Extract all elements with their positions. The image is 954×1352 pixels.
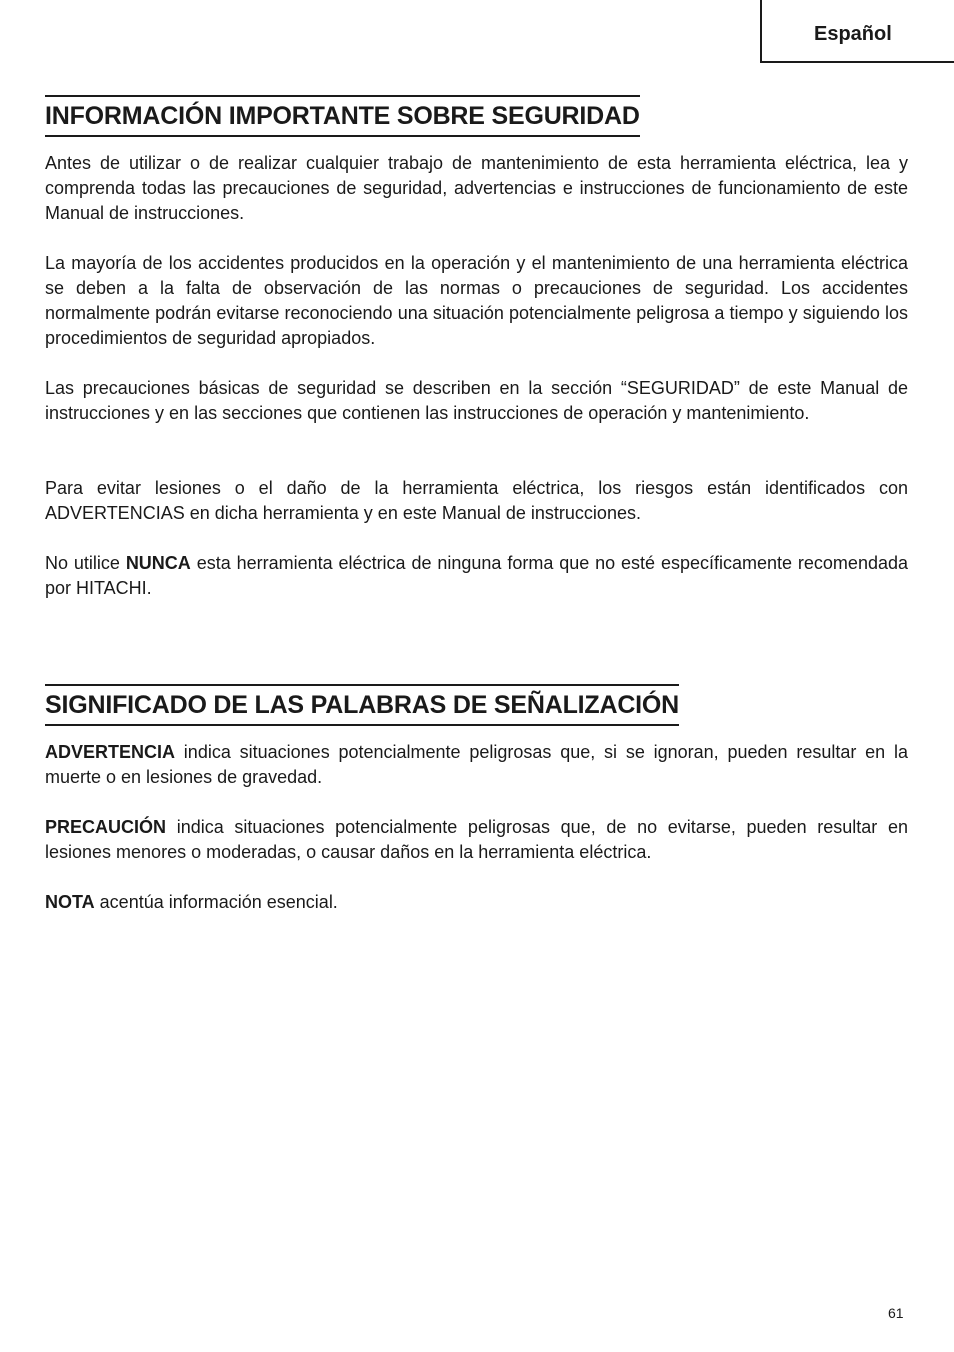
paragraph-accidents: La mayoría de los accidentes producidos en la operación y el mantenimiento de una herramienta eléctrica se deben a la falta de observación de las normas o precauciones de seguridad. Los accidentes normalmente podrán evitarse reconociendo una situación potencialmente peligrosa a tiempo y siguiendo los procedimientos de seguridad apropiados. — [45, 253, 908, 348]
section-title-signal-words: SIGNIFICADO DE LAS PALABRAS DE SEÑALIZACIÓN — [45, 684, 679, 726]
paragraph-basic-precautions: Las precauciones básicas de seguridad se describen en la sección “SEGURIDAD” de este Manual de instrucciones y en las secciones que contienen las instrucciones de operación y mantenimiento. — [45, 378, 908, 423]
note-term: NOTA — [45, 892, 95, 912]
section-title-safety: INFORMACIÓN IMPORTANTE SOBRE SEGURIDAD — [45, 95, 640, 137]
language-tab: Español — [760, 0, 954, 63]
warning-term: ADVERTENCIA — [45, 742, 176, 762]
caution-text: indica situaciones potencialmente peligrosas que, de no evitarse, pueden resultar en lesiones menores o moderadas, o causar daños en la herramienta eléctrica. — [45, 817, 908, 862]
page-number: 61 — [888, 1305, 904, 1321]
paragraph-warning-def — [45, 740, 908, 790]
paragraph-caution-def — [45, 815, 908, 865]
paragraph-intro: Antes de utilizar o de realizar cualquier trabajo de mantenimiento de esta herramienta eléctrica, lea y comprenda todas las precauciones de seguridad, advertencias e instrucciones de funcionamiento de este Manual de instrucciones. — [45, 153, 908, 223]
warning-text: indica situaciones potencialmente peligrosas que, si se ignoran, pueden resultar en la muerte o en lesiones de gravedad. — [45, 742, 908, 787]
never-use-post: esta herramienta eléctrica de ninguna forma que no esté específicamente recomendada por HITACHI. — [45, 553, 908, 598]
note-text: acentúa información esencial. — [94, 892, 338, 912]
paragraph-note-def — [45, 890, 908, 915]
caution-term: PRECAUCIÓN — [45, 817, 167, 837]
paragraph-never-use — [45, 551, 908, 601]
never-term: NUNCA — [125, 553, 191, 573]
never-use-pre: No utilice — [45, 553, 126, 573]
paragraph-warnings: Para evitar lesiones o el daño de la herramienta eléctrica, los riesgos están identificados con ADVERTENCIAS en dicha herramienta y en este Manual de instrucciones. — [45, 478, 908, 523]
